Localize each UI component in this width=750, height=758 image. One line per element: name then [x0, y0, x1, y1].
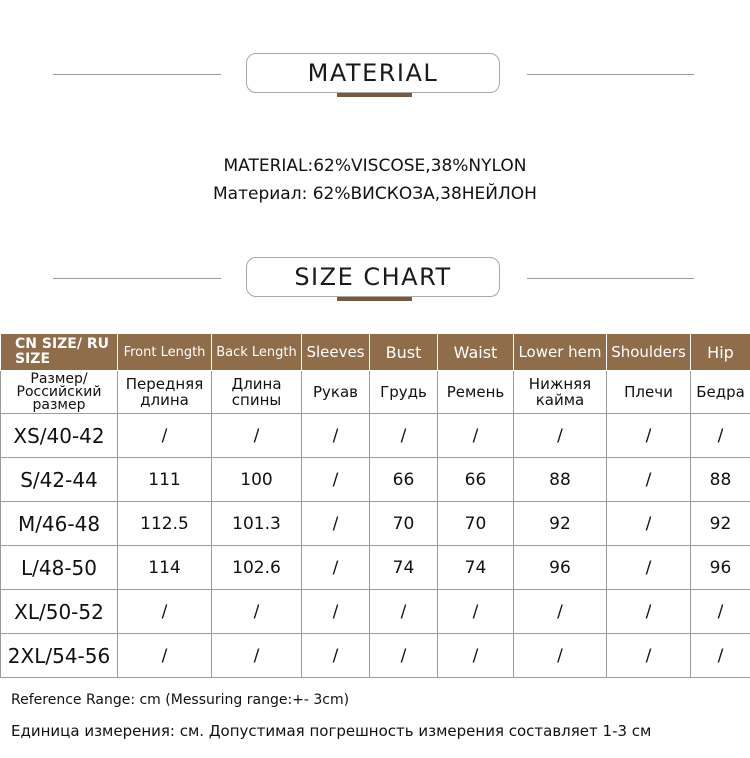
- measurement-cell: 96: [691, 546, 750, 590]
- header-ru-size: Размер/ Российский размер: [1, 371, 118, 414]
- size-label-cell: 2XL/54-56: [1, 634, 118, 678]
- measurement-cell: 102.6: [212, 546, 302, 590]
- measurement-cell: /: [302, 590, 370, 634]
- measurement-cell: 96: [514, 546, 607, 590]
- size-chart-table: [0, 333, 750, 678]
- divider-left: [53, 74, 221, 75]
- measurement-cell: 66: [438, 458, 514, 502]
- measurement-cell: /: [212, 414, 302, 458]
- size-label-cell: XS/40-42: [1, 414, 118, 458]
- size-rows: [1, 414, 750, 678]
- header-ru-hip: Бедра: [691, 371, 750, 414]
- header-row-en: [1, 334, 750, 371]
- measurement-cell: /: [607, 414, 691, 458]
- measurement-cell: /: [302, 458, 370, 502]
- measurement-cell: /: [438, 414, 514, 458]
- header-size: CN SIZE/ RU SIZE: [1, 334, 118, 371]
- header-sleeves: Sleeves: [302, 334, 370, 371]
- measurement-cell: 66: [370, 458, 438, 502]
- measurement-cell: 70: [370, 502, 438, 546]
- header-waist: Waist: [438, 334, 514, 371]
- measurement-cell: 74: [370, 546, 438, 590]
- measurement-cell: /: [302, 634, 370, 678]
- measurement-cell: /: [438, 634, 514, 678]
- measurement-cell: /: [118, 590, 212, 634]
- divider-right: [527, 74, 694, 75]
- measurement-cell: /: [118, 414, 212, 458]
- measurement-cell: /: [302, 414, 370, 458]
- header-ru-sleeves: Рукав: [302, 371, 370, 414]
- measurement-cell: 92: [514, 502, 607, 546]
- header-bust: Bust: [370, 334, 438, 371]
- divider-right: [527, 278, 694, 279]
- reference-range-note: Reference Range: cm (Messuring range:+- 3cm): [11, 692, 350, 708]
- header-ru-waist: Ремень: [438, 371, 514, 414]
- table-row: [1, 502, 750, 546]
- measurement-cell: /: [118, 634, 212, 678]
- measurement-cell: 88: [691, 458, 750, 502]
- measurement-cell: 100: [212, 458, 302, 502]
- measurement-cell: 112.5: [118, 502, 212, 546]
- measurement-cell: 101.3: [212, 502, 302, 546]
- measurement-cell: 74: [438, 546, 514, 590]
- measurement-cell: 92: [691, 502, 750, 546]
- measurement-cell: /: [607, 502, 691, 546]
- header-hip: Hip: [691, 334, 750, 371]
- table-row: [1, 414, 750, 458]
- header-ru-front-length: Передняя длина: [118, 371, 212, 414]
- size-label-cell: S/42-44: [1, 458, 118, 502]
- measurement-cell: /: [607, 634, 691, 678]
- header-ru-shoulders: Плечи: [607, 371, 691, 414]
- measurement-note-ru: Единица измерения: см. Допустимая погрешность измерения составляет 1-3 см: [11, 722, 652, 740]
- measurement-cell: /: [302, 546, 370, 590]
- measurement-cell: /: [607, 458, 691, 502]
- measurement-cell: /: [607, 590, 691, 634]
- measurement-cell: 111: [118, 458, 212, 502]
- table-row: [1, 458, 750, 502]
- measurement-cell: /: [212, 590, 302, 634]
- measurement-cell: /: [607, 546, 691, 590]
- measurement-cell: 88: [514, 458, 607, 502]
- measurement-cell: /: [212, 634, 302, 678]
- measurement-cell: 70: [438, 502, 514, 546]
- header-shoulders: Shoulders: [607, 334, 691, 371]
- size-label-cell: M/46-48: [1, 502, 118, 546]
- header-ru-back-length: Длина спины: [212, 371, 302, 414]
- header-back-length: Back Length: [212, 334, 302, 371]
- measurement-cell: /: [514, 634, 607, 678]
- material-composition: [0, 152, 750, 208]
- measurement-cell: /: [514, 590, 607, 634]
- measurement-cell: /: [370, 634, 438, 678]
- table-row: [1, 634, 750, 678]
- measurement-cell: 114: [118, 546, 212, 590]
- measurement-cell: /: [691, 634, 750, 678]
- measurement-cell: /: [370, 590, 438, 634]
- material-line-ru: Материал: 62%ВИСКОЗА,38НЕЙЛОН: [213, 184, 537, 204]
- size-chart-heading: SIZE CHART: [246, 257, 500, 297]
- measurement-cell: /: [302, 502, 370, 546]
- header-lower-hem: Lower hem: [514, 334, 607, 371]
- size-label-cell: XL/50-52: [1, 590, 118, 634]
- header-ru-bust: Грудь: [370, 371, 438, 414]
- header-front-length: Front Length: [118, 334, 212, 371]
- material-heading: MATERIAL: [246, 53, 500, 93]
- divider-left: [53, 278, 221, 279]
- measurement-cell: /: [691, 414, 750, 458]
- measurement-cell: /: [691, 590, 750, 634]
- material-heading-block: [0, 53, 750, 97]
- heading-underline: [337, 297, 412, 301]
- header-row-ru: [1, 371, 750, 414]
- measurement-cell: /: [514, 414, 607, 458]
- header-ru-lower-hem: Нижняя кайма: [514, 371, 607, 414]
- heading-underline: [337, 93, 412, 97]
- table-row: [1, 546, 750, 590]
- size-label-cell: L/48-50: [1, 546, 118, 590]
- measurement-cell: /: [370, 414, 438, 458]
- material-line-en: MATERIAL:62%VISCOSE,38%NYLON: [223, 156, 527, 176]
- size-chart-heading-block: [0, 257, 750, 301]
- measurement-cell: /: [438, 590, 514, 634]
- table-row: [1, 590, 750, 634]
